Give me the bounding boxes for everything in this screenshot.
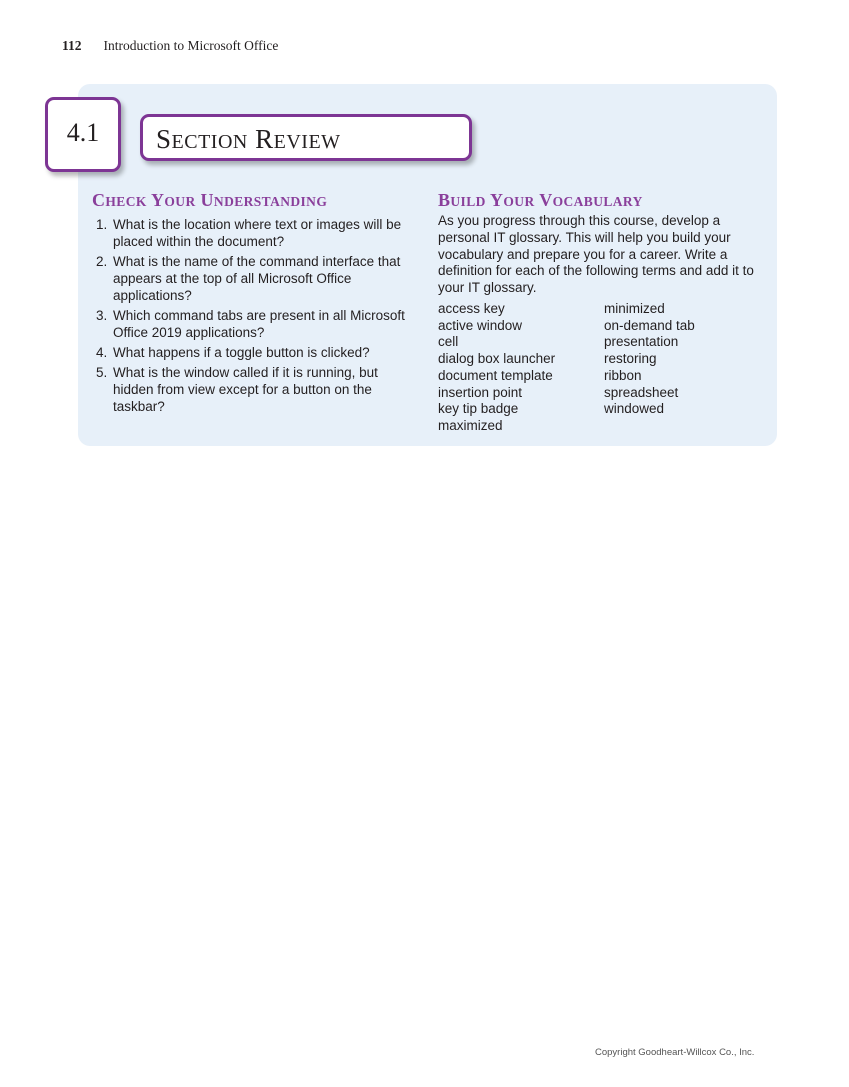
- section-number-box: [45, 97, 121, 172]
- question-item: 3. Which command tabs are present in all Microsoft Office 2019 applications?: [96, 308, 405, 340]
- check-understanding-heading: CHECK YOUR UNDERSTANDING: [92, 190, 328, 210]
- vocabulary-term: active window: [438, 317, 523, 333]
- vocabulary-terms-left: [438, 301, 555, 435]
- copyright-notice: Copyright Goodheart-Willcox Co., Inc.: [595, 1047, 755, 1058]
- vocabulary-term: access key: [438, 301, 505, 316]
- vocabulary-term: key tip badge: [438, 401, 519, 417]
- section-title: SECTION REVIEW: [140, 114, 472, 161]
- question-item: 2. What is the name of the command interface that appears at the top of all Microsoft Office applications?: [96, 254, 401, 303]
- vocabulary-term: presentation: [604, 334, 679, 350]
- vocabulary-terms-right: [604, 301, 695, 418]
- running-head: [62, 38, 278, 54]
- question-list: [90, 216, 415, 418]
- build-vocabulary-heading: BUILD YOUR VOCABULARY: [438, 190, 643, 210]
- vocabulary-term: spreadsheet: [604, 384, 679, 400]
- question-item: 5. What is the window called if it is running, but hidden from view except for a button on the taskbar?: [96, 365, 378, 414]
- vocabulary-term: minimized: [604, 301, 665, 316]
- running-head-title: Introduction to Microsoft Office: [103, 38, 279, 53]
- vocabulary-term: dialog box launcher: [438, 351, 556, 367]
- vocabulary-term: cell: [438, 334, 459, 350]
- vocabulary-term: maximized: [438, 417, 503, 433]
- section-number: 4.1: [66, 117, 100, 147]
- vocabulary-term: windowed: [604, 401, 665, 417]
- vocabulary-intro: As you progress through this course, develop a personal IT glossary. This will help you build your vocabulary and prepare you for a career. Write a definition for each of the following terms and add it to your IT glossary.: [438, 213, 754, 296]
- question-item: 4. What happens if a toggle button is clicked?: [96, 345, 370, 360]
- page-number: 112: [62, 38, 82, 53]
- question-item: 1. What is the location where text or images will be placed within the document?: [96, 217, 402, 249]
- vocabulary-term: on-demand tab: [604, 317, 695, 333]
- vocabulary-term: ribbon: [604, 367, 642, 383]
- vocabulary-term: restoring: [604, 351, 657, 367]
- vocabulary-term: insertion point: [438, 384, 523, 400]
- vocabulary-term: document template: [438, 367, 553, 383]
